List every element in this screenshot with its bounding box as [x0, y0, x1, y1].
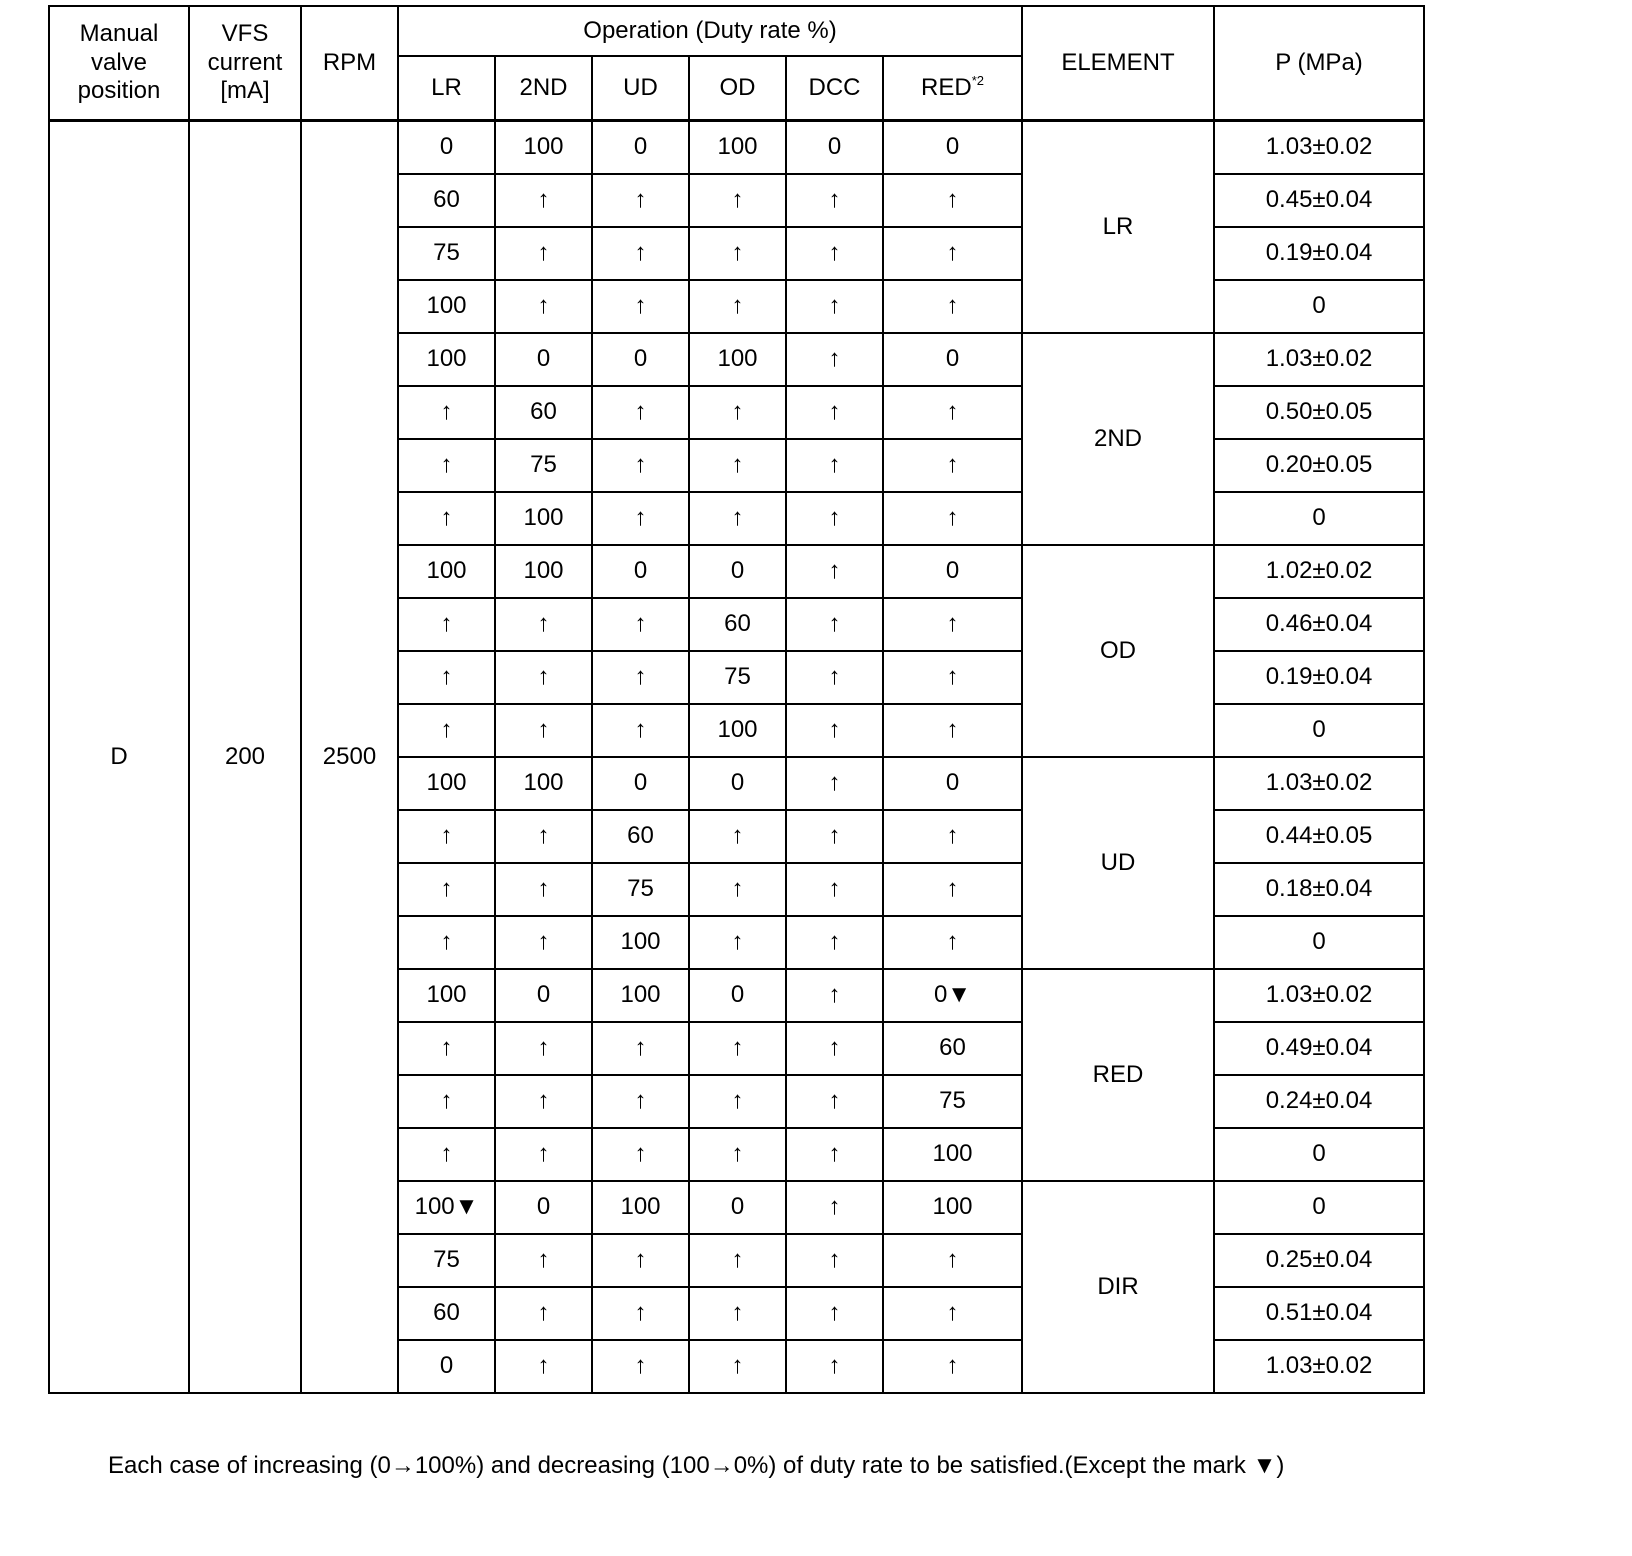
header-red — [883, 56, 1022, 121]
duty-cell-lr: 100 — [398, 333, 495, 386]
duty-cell-red: ↑ — [883, 1234, 1022, 1287]
element-cell: RED — [1022, 969, 1214, 1181]
duty-cell-ud: ↑ — [592, 280, 689, 333]
duty-cell-2nd: ↑ — [495, 1128, 592, 1181]
header-pressure: P (MPa) — [1214, 6, 1424, 121]
duty-cell-lr: 100 — [398, 545, 495, 598]
duty-cell-lr: ↑ — [398, 492, 495, 545]
duty-cell-red: ↑ — [883, 280, 1022, 333]
duty-cell-ud: 100 — [592, 969, 689, 1022]
duty-cell-ud: 60 — [592, 810, 689, 863]
element-cell: OD — [1022, 545, 1214, 757]
duty-cell-ud: ↑ — [592, 227, 689, 280]
element-cell: LR — [1022, 121, 1214, 334]
duty-cell-red: ↑ — [883, 704, 1022, 757]
duty-cell-2nd: ↑ — [495, 1075, 592, 1128]
duty-cell-ud: ↑ — [592, 651, 689, 704]
duty-cell-2nd: 100 — [495, 492, 592, 545]
duty-cell-lr: 75 — [398, 1234, 495, 1287]
duty-cell-od: 0 — [689, 757, 786, 810]
header-2nd: 2ND — [495, 56, 592, 121]
vfs-current-value: 200 — [189, 121, 301, 1394]
duty-cell-ud: ↑ — [592, 439, 689, 492]
pressure-cell: 0 — [1214, 1128, 1424, 1181]
duty-cell-red: 0 — [883, 333, 1022, 386]
duty-cell-red: ↑ — [883, 863, 1022, 916]
rpm-value: 2500 — [301, 121, 398, 1394]
table-row — [49, 121, 1424, 175]
duty-cell-dcc: ↑ — [786, 1022, 883, 1075]
duty-cell-ud: ↑ — [592, 598, 689, 651]
duty-cell-od: 100 — [689, 121, 786, 175]
duty-cell-lr: ↑ — [398, 439, 495, 492]
duty-cell-dcc: ↑ — [786, 492, 883, 545]
duty-cell-lr: 0 — [398, 1340, 495, 1393]
pressure-cell: 0.50±0.05 — [1214, 386, 1424, 439]
duty-cell-ud: ↑ — [592, 1128, 689, 1181]
duty-cell-ud: ↑ — [592, 1340, 689, 1393]
duty-cell-dcc: ↑ — [786, 969, 883, 1022]
duty-cell-red: ↑ — [883, 492, 1022, 545]
duty-cell-2nd: 100 — [495, 757, 592, 810]
duty-cell-dcc: ↑ — [786, 863, 883, 916]
duty-cell-red: 60 — [883, 1022, 1022, 1075]
duty-cell-ud: 100 — [592, 916, 689, 969]
duty-cell-dcc: ↑ — [786, 810, 883, 863]
pressure-cell: 0.25±0.04 — [1214, 1234, 1424, 1287]
duty-cell-od: ↑ — [689, 1022, 786, 1075]
duty-cell-ud: ↑ — [592, 174, 689, 227]
duty-cell-dcc: ↑ — [786, 174, 883, 227]
duty-cell-red: ↑ — [883, 1340, 1022, 1393]
duty-cell-red: 100 — [883, 1181, 1022, 1234]
duty-cell-2nd: ↑ — [495, 810, 592, 863]
pressure-cell: 1.03±0.02 — [1214, 757, 1424, 810]
duty-cell-red: ↑ — [883, 174, 1022, 227]
duty-cell-2nd: ↑ — [495, 280, 592, 333]
duty-cell-red: ↑ — [883, 651, 1022, 704]
duty-cell-lr: ↑ — [398, 598, 495, 651]
element-cell: DIR — [1022, 1181, 1214, 1393]
duty-cell-ud: ↑ — [592, 1022, 689, 1075]
pressure-cell: 0.20±0.05 — [1214, 439, 1424, 492]
duty-cell-dcc: ↑ — [786, 704, 883, 757]
duty-cell-od: ↑ — [689, 280, 786, 333]
duty-cell-od: 100 — [689, 333, 786, 386]
header-vfs-current: VFS current [mA] — [189, 6, 301, 121]
duty-cell-2nd: ↑ — [495, 598, 592, 651]
duty-cell-od: 60 — [689, 598, 786, 651]
element-cell: 2ND — [1022, 333, 1214, 545]
header-operation-duty-rate: Operation (Duty rate %) — [398, 6, 1022, 56]
duty-cell-od: ↑ — [689, 916, 786, 969]
duty-cell-ud: ↑ — [592, 1287, 689, 1340]
element-cell: UD — [1022, 757, 1214, 969]
duty-cell-2nd: 75 — [495, 439, 592, 492]
duty-cell-od: ↑ — [689, 810, 786, 863]
duty-cell-lr: ↑ — [398, 704, 495, 757]
duty-cell-red: ↑ — [883, 916, 1022, 969]
pressure-cell: 1.03±0.02 — [1214, 969, 1424, 1022]
duty-cell-dcc: ↑ — [786, 1234, 883, 1287]
duty-cell-2nd: 0 — [495, 333, 592, 386]
duty-cell-lr: 60 — [398, 174, 495, 227]
duty-cell-lr: 100▼ — [398, 1181, 495, 1234]
duty-cell-dcc: ↑ — [786, 651, 883, 704]
pressure-cell: 0 — [1214, 1181, 1424, 1234]
duty-cell-2nd: 100 — [495, 545, 592, 598]
pressure-cell: 0.24±0.04 — [1214, 1075, 1424, 1128]
duty-cell-od: ↑ — [689, 863, 786, 916]
duty-cell-dcc: ↑ — [786, 386, 883, 439]
duty-cell-od: ↑ — [689, 227, 786, 280]
duty-cell-red: ↑ — [883, 439, 1022, 492]
duty-cell-2nd: 0 — [495, 1181, 592, 1234]
duty-cell-od: 0 — [689, 1181, 786, 1234]
duty-cell-lr: ↑ — [398, 651, 495, 704]
pressure-cell: 1.02±0.02 — [1214, 545, 1424, 598]
pressure-cell: 0.18±0.04 — [1214, 863, 1424, 916]
header-rpm: RPM — [301, 6, 398, 121]
header-ud: UD — [592, 56, 689, 121]
duty-cell-od: ↑ — [689, 439, 786, 492]
duty-cell-2nd: ↑ — [495, 704, 592, 757]
duty-cell-dcc: ↑ — [786, 1075, 883, 1128]
pressure-cell: 1.03±0.02 — [1214, 1340, 1424, 1393]
pressure-cell: 0.44±0.05 — [1214, 810, 1424, 863]
duty-cell-ud: ↑ — [592, 1234, 689, 1287]
duty-cell-2nd: ↑ — [495, 863, 592, 916]
duty-cell-ud: 75 — [592, 863, 689, 916]
duty-cell-ud: 0 — [592, 121, 689, 175]
duty-cell-lr: 100 — [398, 280, 495, 333]
duty-cell-dcc: 0 — [786, 121, 883, 175]
header-red-footnote-mark: *2 — [971, 73, 984, 89]
duty-cell-2nd: ↑ — [495, 1234, 592, 1287]
duty-cell-ud: 0 — [592, 757, 689, 810]
pressure-cell: 0 — [1214, 492, 1424, 545]
duty-cell-dcc: ↑ — [786, 1287, 883, 1340]
header-dcc: DCC — [786, 56, 883, 121]
duty-rate-pressure-table — [48, 5, 1425, 1394]
duty-cell-red: 100 — [883, 1128, 1022, 1181]
duty-cell-od: 75 — [689, 651, 786, 704]
duty-cell-2nd: ↑ — [495, 227, 592, 280]
pressure-cell: 0.19±0.04 — [1214, 651, 1424, 704]
duty-cell-ud: ↑ — [592, 1075, 689, 1128]
duty-cell-od: ↑ — [689, 1234, 786, 1287]
duty-cell-dcc: ↑ — [786, 333, 883, 386]
duty-cell-dcc: ↑ — [786, 757, 883, 810]
duty-cell-red: 0▼ — [883, 969, 1022, 1022]
header-element: ELEMENT — [1022, 6, 1214, 121]
duty-cell-2nd: ↑ — [495, 916, 592, 969]
duty-cell-ud: 100 — [592, 1181, 689, 1234]
duty-cell-od: 100 — [689, 704, 786, 757]
duty-cell-od: 0 — [689, 545, 786, 598]
duty-cell-od: ↑ — [689, 174, 786, 227]
duty-cell-dcc: ↑ — [786, 280, 883, 333]
duty-cell-red: 0 — [883, 757, 1022, 810]
header-lr: LR — [398, 56, 495, 121]
pressure-cell: 0 — [1214, 280, 1424, 333]
pressure-cell: 0 — [1214, 704, 1424, 757]
duty-cell-od: 0 — [689, 969, 786, 1022]
duty-cell-od: ↑ — [689, 492, 786, 545]
duty-cell-od: ↑ — [689, 1128, 786, 1181]
duty-cell-od: ↑ — [689, 1075, 786, 1128]
header-od: OD — [689, 56, 786, 121]
duty-cell-lr: 60 — [398, 1287, 495, 1340]
duty-cell-lr: ↑ — [398, 386, 495, 439]
header-red-label: RED — [921, 74, 972, 102]
pressure-cell: 0.19±0.04 — [1214, 227, 1424, 280]
duty-cell-ud: ↑ — [592, 704, 689, 757]
manual-valve-value: D — [49, 121, 189, 1394]
pressure-cell: 0.46±0.04 — [1214, 598, 1424, 651]
duty-cell-dcc: ↑ — [786, 545, 883, 598]
duty-cell-ud: 0 — [592, 333, 689, 386]
duty-cell-red: ↑ — [883, 386, 1022, 439]
duty-cell-ud: ↑ — [592, 492, 689, 545]
pressure-cell: 0.49±0.04 — [1214, 1022, 1424, 1075]
duty-cell-dcc: ↑ — [786, 916, 883, 969]
duty-cell-2nd: ↑ — [495, 1022, 592, 1075]
duty-cell-dcc: ↑ — [786, 1340, 883, 1393]
duty-cell-red: ↑ — [883, 227, 1022, 280]
duty-cell-red: ↑ — [883, 810, 1022, 863]
pressure-cell: 0.51±0.04 — [1214, 1287, 1424, 1340]
duty-cell-dcc: ↑ — [786, 1181, 883, 1234]
duty-cell-lr: 100 — [398, 969, 495, 1022]
duty-cell-od: ↑ — [689, 1340, 786, 1393]
duty-cell-lr: ↑ — [398, 1022, 495, 1075]
duty-cell-2nd: 60 — [495, 386, 592, 439]
duty-cell-2nd: ↑ — [495, 174, 592, 227]
duty-cell-lr: ↑ — [398, 1075, 495, 1128]
pressure-cell: 1.03±0.02 — [1214, 333, 1424, 386]
duty-cell-lr: ↑ — [398, 1128, 495, 1181]
duty-cell-lr: 75 — [398, 227, 495, 280]
duty-cell-2nd: ↑ — [495, 1287, 592, 1340]
footnote: Each case of increasing (0→100%) and decreasing (100→0%) of duty rate to be satisfied.(Except the mark ▼) — [108, 1452, 1285, 1479]
duty-cell-red: 75 — [883, 1075, 1022, 1128]
header-manual-valve-position: Manual valve position — [49, 6, 189, 121]
duty-cell-ud: ↑ — [592, 386, 689, 439]
duty-cell-red: ↑ — [883, 598, 1022, 651]
duty-cell-red: ↑ — [883, 1287, 1022, 1340]
table-body — [49, 121, 1424, 1394]
duty-cell-od: ↑ — [689, 386, 786, 439]
duty-cell-lr: ↑ — [398, 916, 495, 969]
duty-cell-dcc: ↑ — [786, 1128, 883, 1181]
duty-cell-2nd: ↑ — [495, 1340, 592, 1393]
duty-cell-2nd: ↑ — [495, 651, 592, 704]
pressure-cell: 1.03±0.02 — [1214, 121, 1424, 175]
duty-cell-dcc: ↑ — [786, 227, 883, 280]
pressure-cell: 0.45±0.04 — [1214, 174, 1424, 227]
duty-cell-dcc: ↑ — [786, 439, 883, 492]
pressure-cell: 0 — [1214, 916, 1424, 969]
duty-cell-od: ↑ — [689, 1287, 786, 1340]
duty-cell-lr: ↑ — [398, 863, 495, 916]
duty-cell-lr: 100 — [398, 757, 495, 810]
duty-cell-dcc: ↑ — [786, 598, 883, 651]
duty-cell-lr: ↑ — [398, 810, 495, 863]
duty-cell-red: 0 — [883, 121, 1022, 175]
duty-cell-ud: 0 — [592, 545, 689, 598]
duty-cell-lr: 0 — [398, 121, 495, 175]
duty-cell-2nd: 100 — [495, 121, 592, 175]
duty-cell-2nd: 0 — [495, 969, 592, 1022]
duty-cell-red: 0 — [883, 545, 1022, 598]
